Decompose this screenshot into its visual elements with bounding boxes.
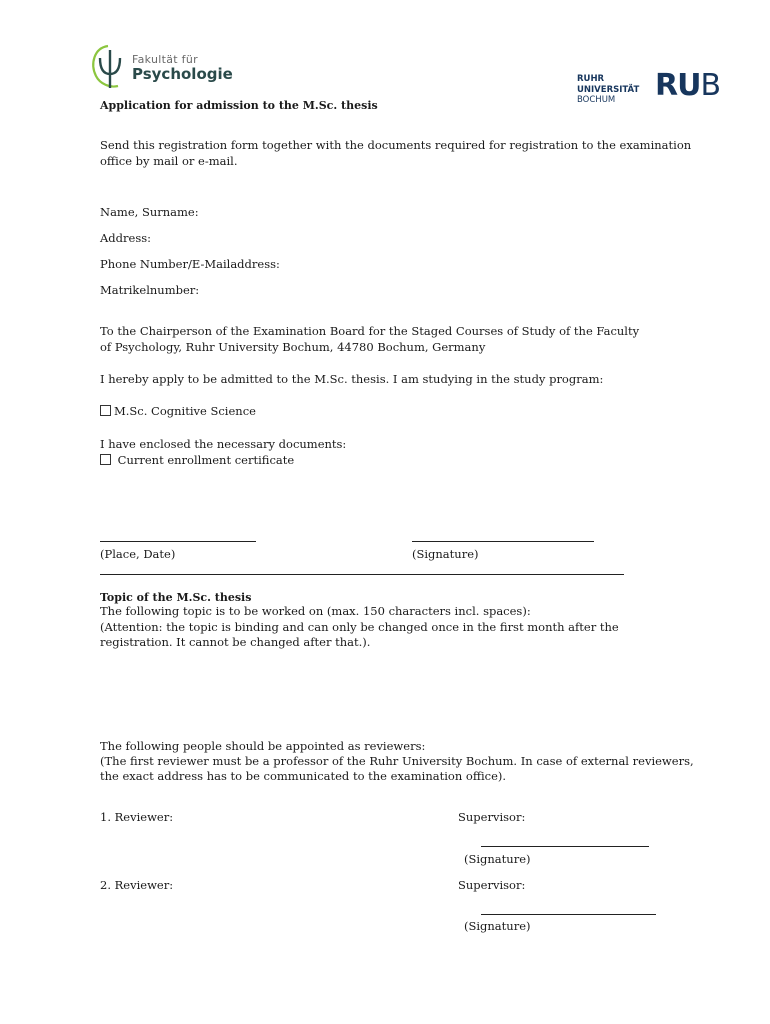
reviewer-1-label: 1. Reviewer: bbox=[100, 810, 174, 824]
reviewers-line-1: The following people should be appointed as reviewers: bbox=[100, 739, 426, 753]
page-title: Application for admission to the M.Sc. thesis bbox=[100, 99, 378, 112]
topic-line-1: The following topic is to be worked on (max. 150 characters incl. spaces): bbox=[100, 604, 531, 618]
enrollment-checkbox[interactable] bbox=[100, 454, 111, 465]
faculty-small-text: Fakultät für bbox=[132, 53, 198, 66]
signature-label-2: (Signature) bbox=[464, 852, 531, 866]
supervisor-2-label: Supervisor: bbox=[458, 878, 526, 892]
field-address-label: Address: bbox=[100, 231, 152, 245]
apply-statement: I hereby apply to be admitted to the M.Sc. thesis. I am studying in the study program: bbox=[100, 372, 604, 386]
addressee-line-1: To the Chairperson of the Examination Board for the Staged Courses of Study of the Faculty bbox=[100, 324, 640, 338]
signature-line-2[interactable] bbox=[481, 846, 649, 847]
rub-wordmark bbox=[577, 74, 639, 106]
rub-line-2: UNIVERSITÄT bbox=[577, 84, 640, 95]
rub-mark-b: B bbox=[700, 68, 721, 103]
enclosed-option-label: Current enrollment certificate bbox=[117, 453, 295, 467]
faculty-logo bbox=[88, 40, 248, 100]
reviewers-line-3: the exact address has to be communicated to the examination office). bbox=[100, 769, 507, 783]
rub-logo-mark bbox=[655, 68, 720, 104]
rub-mark-ru: RU bbox=[655, 68, 701, 103]
supervisor-1-label: Supervisor: bbox=[458, 810, 526, 824]
reviewer-2-label: 2. Reviewer: bbox=[100, 878, 174, 892]
topic-line-2: (Attention: the topic is binding and can only be changed once in the first month after the bbox=[100, 620, 619, 634]
field-matrikel-label: Matrikelnumber: bbox=[100, 283, 200, 297]
program-option[interactable] bbox=[100, 404, 256, 419]
program-option-label: M.Sc. Cognitive Science bbox=[114, 404, 256, 418]
reviewers-line-2: (The first reviewer must be a professor of the Ruhr University Bochum. In case of external reviewers, bbox=[100, 754, 694, 768]
place-date-line[interactable] bbox=[100, 541, 256, 542]
topic-title: Topic of the M.Sc. thesis bbox=[100, 591, 252, 604]
place-date-label: (Place, Date) bbox=[100, 547, 176, 561]
rub-line-3: BOCHUM bbox=[577, 95, 616, 105]
rub-line-1: RUHR bbox=[577, 74, 605, 84]
section-divider bbox=[100, 574, 624, 575]
signature-line-1[interactable] bbox=[412, 541, 594, 542]
program-checkbox[interactable] bbox=[100, 405, 111, 416]
signature-line-3[interactable] bbox=[481, 914, 656, 915]
intro-line-1: Send this registration form together with the documents required for registration to the examination bbox=[100, 138, 692, 152]
psi-logo-icon bbox=[88, 42, 134, 94]
enclosed-option[interactable] bbox=[100, 453, 294, 468]
signature-label-1: (Signature) bbox=[412, 547, 479, 561]
field-phone-label: Phone Number/E-Mailaddress: bbox=[100, 257, 280, 271]
topic-line-3: registration. It cannot be changed after that.). bbox=[100, 635, 371, 649]
field-name-label: Name, Surname: bbox=[100, 205, 199, 219]
enclosed-statement: I have enclosed the necessary documents: bbox=[100, 437, 347, 451]
addressee-line-2: of Psychology, Ruhr University Bochum, 44780 Bochum, Germany bbox=[100, 340, 486, 354]
signature-label-3: (Signature) bbox=[464, 919, 531, 933]
intro-line-2: office by mail or e-mail. bbox=[100, 154, 238, 168]
faculty-name: Psychologie bbox=[132, 65, 233, 83]
